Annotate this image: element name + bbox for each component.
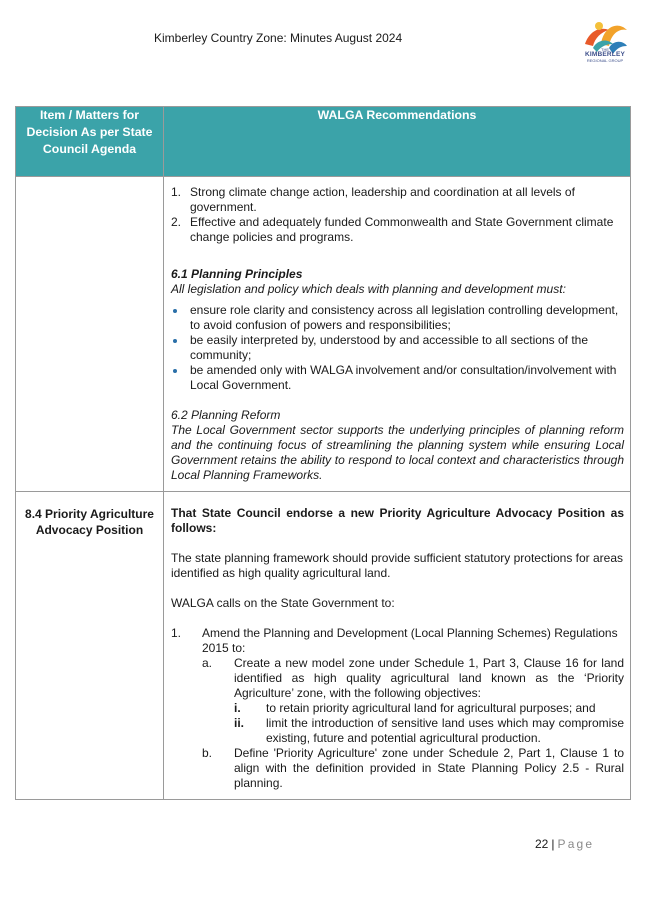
paragraph: The state planning framework should provide sufficient statutory protections for areas identified as high quality agricultural land. [171, 551, 624, 580]
list-item: ensure role clarity and consistency across all legislation controlling development, to avoid confusion of powers and responsibilities; [171, 303, 624, 333]
section-6-1-intro: All legislation and policy which deals with planning and development must: [171, 282, 566, 296]
resolution-text: That State Council endorse a new Priority Agriculture Advocacy Position as follows: [171, 506, 624, 535]
row2-item-cell [16, 492, 164, 800]
paragraph: WALGA calls on the State Government to: [171, 596, 395, 610]
table-row [16, 177, 631, 492]
logo-line1: THE [601, 47, 609, 52]
row1-recommendation-cell [164, 177, 631, 492]
sub-list-item: a. Create a new model zone under Schedule 1, Part 3, Clause 16 for land identified as high quality agricultural land known as the ‘Priority Agriculture’ zone, with the following objectives: i. to retain priority agricultural land for agricultural purposes; and ii. limit the introduction of sensitive land uses which may compromise existing, future and potential agricultural production. [202, 656, 624, 745]
footer-separator: | [551, 837, 555, 851]
sub-sub-list-item: i. to retain priority agricultural land for agricultural purposes; and [234, 701, 596, 715]
logo-line3: REGIONAL GROUP [586, 57, 624, 63]
row1-item-cell [16, 177, 164, 492]
logo-line2: KIMBERLEY [584, 51, 626, 58]
section-6-2-heading: 6.2 Planning Reform [171, 408, 281, 422]
page-header-title: Kimberley Country Zone: Minutes August 2024 [154, 31, 403, 45]
numbered-list [171, 185, 624, 245]
section-6-2-text: The Local Government sector supports the underlying principles of planning reform and the continuing focus of streamlining the planning system while ensuring Local Government retains the ability to respond to local context and characteristics through Local Planning Frameworks. [171, 423, 624, 482]
section-6-1-heading: 6.1 Planning Principles [171, 267, 303, 281]
sub-sub-list-item: ii. limit the introduction of sensitive land uses which may compromise existing, future and potential agricultural production. [234, 716, 624, 745]
item-label: 8.4 Priority Agriculture Advocacy Position [25, 507, 154, 537]
page-footer [535, 837, 594, 851]
col1-header: Item / Matters for Decision As per State Council Agenda [16, 107, 164, 177]
page-number: 22 [535, 837, 549, 851]
bullet-list [171, 303, 624, 393]
sub-list-item: b. Define 'Priority Agriculture' zone under Schedule 2, Part 1, Clause 1 to align with the definition provided in State Planning Policy 2.5 - Rural planning. [202, 746, 624, 790]
list-item: 1. Strong climate change action, leadership and coordination at all levels of government. [171, 185, 575, 214]
list-item: 1. Amend the Planning and Development (Local Planning Schemes) Regulations 2015 to: a. Create a new model zone under Schedule 1, Part 3, Clause 16 for land identified as high quality agricultural land known as the ‘Priority Agriculture’ zone, with the following objectives: i. to retain priority agricultural land for agricultural purposes; and ii. limit the introduction of sensitive land uses which may compromise existing, future and potential agricultural production. b. Define 'Priority Agriculture' zone under Schedule 2, Part 1, Clause 1 to align with the definition provided in State Planning Policy 2.5 - Rural planning. [171, 626, 624, 790]
list-item: be easily interpreted by, understood by and accessible to all sections of the community; [171, 333, 624, 363]
row2-recommendation-cell [164, 492, 631, 800]
list-item: 2. Effective and adequately funded Commonwealth and State Government climate change policies and programs. [171, 215, 614, 244]
table-header-row [16, 107, 631, 177]
list-item: be amended only with WALGA involvement and/or consultation/involvement with Local Government. [171, 363, 624, 393]
recommendations-table [15, 106, 631, 800]
col2-header: WALGA Recommendations [164, 107, 631, 177]
logo-wordmark [580, 48, 630, 63]
page-label: Page [557, 837, 595, 851]
table-row [16, 492, 631, 800]
